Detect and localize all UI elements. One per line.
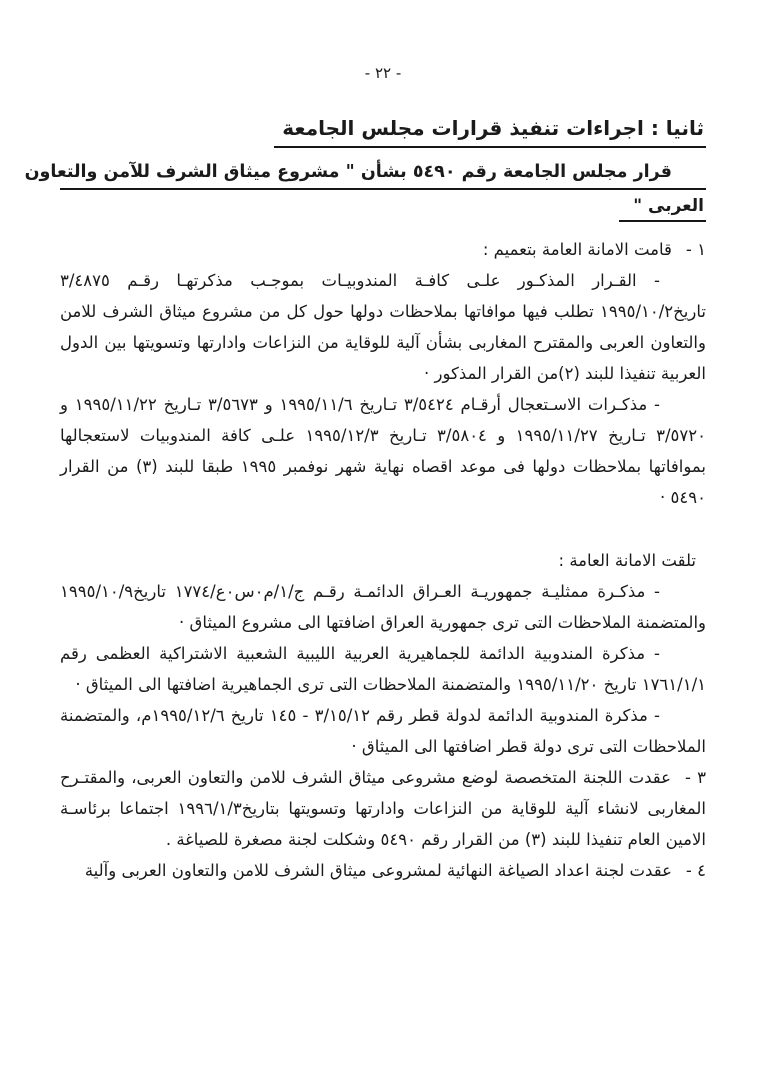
paragraph-item-1 xyxy=(60,234,706,265)
section-title: ثانيا : اجراءات تنفيذ قرارات مجلس الجامعة xyxy=(274,116,706,148)
bullet-qatar-memo: - مذكرة المندوبية الدائمة لدولة قطر رقم ٣/١٥/١٢ - ١٤٥ تاريخ ١٩٩٥/١٢/٦م، والمتضمنة الملاحظات التى ترى دولة قطر اضافتها الى الميثاق · xyxy=(60,706,706,756)
item-3-number: ٣ - xyxy=(684,768,706,787)
item-4-number: ٤ - xyxy=(685,861,706,880)
item-4-text: عقدت لجنة اعداد الصياغة النهائية لمشروعى ميثاق الشرف للامن والتعاون العربى وآلية xyxy=(84,861,672,880)
bullet-libya-memo: - مذكرة المندوبية الدائمة للجماهيرية العربية الليبية الشعبية الاشتراكية العظمى رقم ١٧٦١/١/١ تاريخ ١٩٩٥/١١/٢٠ والمتضمنة الملاحظات التى ترى الجماهيرية اضافتها الى الميثاق · xyxy=(60,644,706,694)
section-title-row xyxy=(60,116,706,148)
paragraph-item-4 xyxy=(60,855,706,886)
page-number: - ٢٢ - xyxy=(364,64,402,82)
received-intro: تلقت الامانة العامة : xyxy=(558,551,696,570)
item-1-intro: قامت الامانة العامة بتعميم : xyxy=(482,240,672,259)
item-1-number: ١ - xyxy=(685,240,706,259)
item-3-text: عقدت اللجنة المتخصصة لوضع مشروعى ميثاق الشرف للامن والتعاون العربى، والمقتـرح المغاربى لانشاء آلية للوقاية من النزاعات وادارتها وتسويتها بتاريخ١٩٩٦/١/٣ اجتماعا برئاسـة الامين العام تنفيذا للبند (٣) من القرار رقم ٥٤٩٠ وشكلت لجنة مصغرة للصياغة . xyxy=(60,768,706,849)
bullet-circulated-decision: - القـرار المذكـور علـى كافـة المندوبيـات بموجـب مذكرتهـا رقـم ٣/٤٨٧٥ تاريخ١٩٩٥/١٠/٢ تطلب فيها موافاتها بملاحظات دولها حول كل من مشروع ميثاق الشرف للامن والتعاون العربى والمقترح المغاربى بشأن آلية للوقاية من النزاعات وادارتها وتسويتها بين الدول العربية تنفيذا للبند (٢)من القرار المذكور · xyxy=(60,271,706,383)
decision-title-row2 xyxy=(60,196,706,222)
decision-title-line2: العربى " xyxy=(619,196,706,222)
bullet-iraq-memo: - مذكـرة ممثليـة جمهوريـة العـراق الدائمـة رقـم ج/١/م٠س٠ع/١٧٧٤ تاريخ١٩٩٥/١٠/٩ والمتضمنة الملاحظات التى ترى جمهورية العراق اضافتها الى مشروع الميثاق · xyxy=(60,582,706,632)
bullet-urgency-memos: - مذكـرات الاسـتعجال أرقـام ٣/٥٤٢٤ تـاريخ ١٩٩٥/١١/٦ و ٣/٥٦٧٣ تـاريخ ١٩٩٥/١١/٢٢ و ٣/٥٧٢٠ تـاريخ ١٩٩٥/١١/٢٧ و ٣/٥٨٠٤ تـاريخ ١٩٩٥/١٢/٣ علـى كافة المندوبيات لاستعجالها بموافاتها بملاحظات دولها فى موعد اقصاه نهاية شهر نوفمبر ١٩٩٥ طبقا للبند (٣) من القرار ٥٤٩٠ · xyxy=(60,395,706,507)
paragraph-item-3 xyxy=(60,762,706,855)
decision-title-line1: قرار مجلس الجامعة رقم ٥٤٩٠ بشأن " مشروع ميثاق الشرف للآمن والتعاون xyxy=(60,162,706,190)
